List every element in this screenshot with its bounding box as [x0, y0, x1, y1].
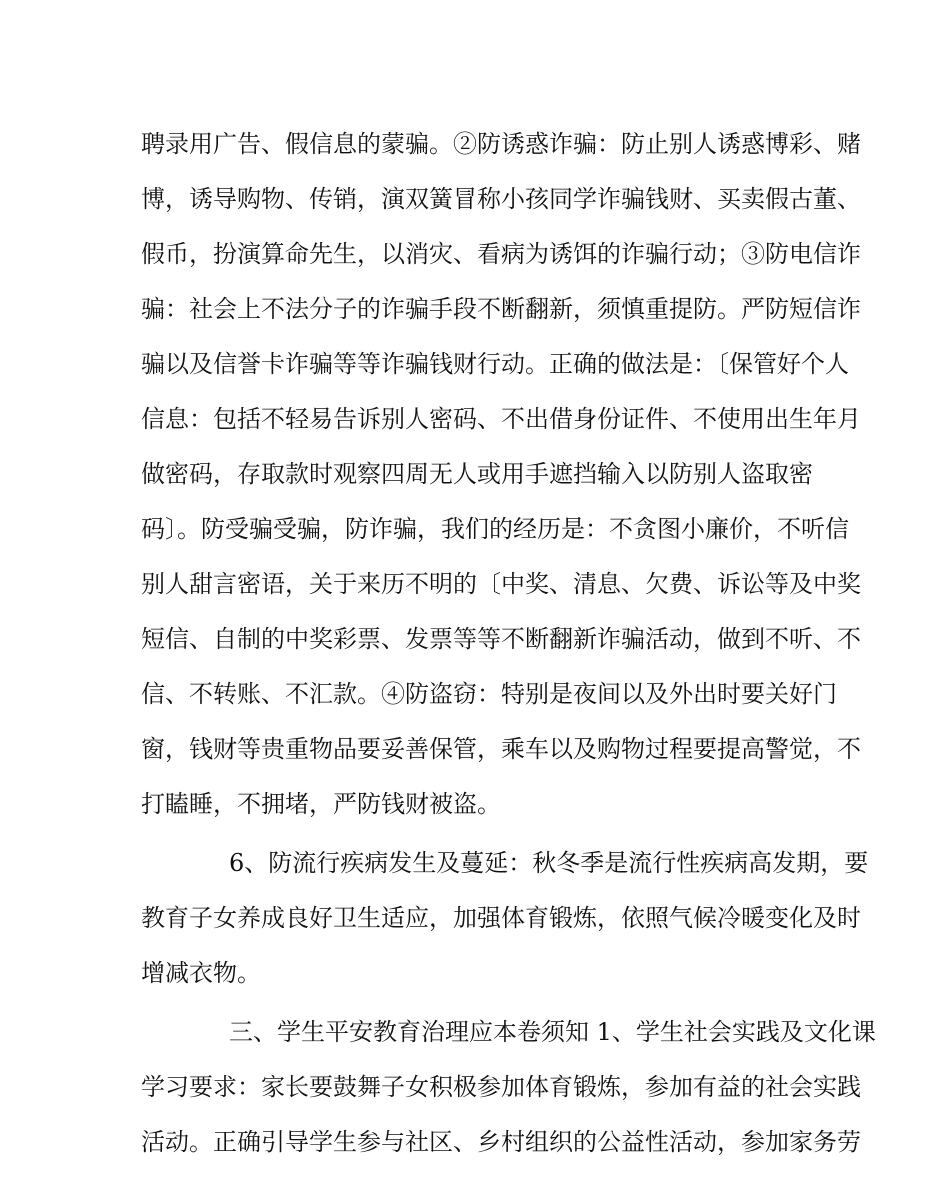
paragraph-first-line: 6、防流行疾病发生及蔓延：秋冬季是流行性疾病高发期，要 — [229, 849, 869, 877]
text-line: 聘录用广告、假信息的蒙骗。②防诱惑诈骗：防止别人诱惑博彩、赌 — [141, 130, 861, 158]
text-line: 骗以及信誉卡诈骗等等诈骗钱财行动。正确的做法是：〔保管好个人 — [141, 350, 849, 378]
text-line: 博，诱导购物、传销，演双簧冒称小孩同学诈骗钱财、买卖假古董、 — [141, 185, 861, 213]
text-line: 短信、自制的中奖彩票、发票等等不断翻新诈骗活动，做到不听、不 — [141, 625, 861, 653]
text-line: 学习要求：家长要鼓舞子女积极参加体育锻炼，参加有益的社会实践 — [141, 1073, 861, 1101]
text-line: 信息：包括不轻易告诉别人密码、不出借身份证件、不使用出生年月 — [141, 405, 861, 433]
text-line: 教育子女养成良好卫生适应，加强体育锻炼，依照气候冷暖变化及时 — [141, 904, 861, 932]
text-line: 别人甜言密语，关于来历不明的〔中奖、清息、欠费、诉讼等及中奖 — [141, 570, 861, 598]
text-line: 增减衣物。 — [141, 959, 261, 987]
text-line: 做密码，存取款时观察四周无人或用手遮挡输入以防别人盗取密 — [141, 460, 813, 488]
text-line: 打瞌睡，不拥堵，严防钱财被盗。 — [141, 790, 501, 818]
text-line: 窗，钱财等贵重物品要妥善保管，乘车以及购物过程要提高警觉，不 — [141, 735, 861, 763]
text-line: 信、不转账、不汇款。④防盗窃：特别是夜间以及外出时要关好门 — [141, 680, 837, 708]
text-line: 码〕。防受骗受骗，防诈骗，我们的经历是：不贪图小廉价，不听信 — [141, 515, 849, 543]
text-line: 假币，扮演算命先生，以消灾、看病为诱饵的诈骗行动；③防电信诈 — [141, 240, 861, 268]
paragraph-first-line: 三、学生平安教育治理应本卷须知 1、学生社会实践及文化课 — [229, 1018, 876, 1046]
text-line: 骗：社会上不法分子的诈骗手段不断翻新，须慎重提防。严防短信诈 — [141, 295, 861, 323]
text-line: 活动。正确引导学生参与社区、乡村组织的公益性活动，参加家务劳 — [141, 1128, 861, 1156]
